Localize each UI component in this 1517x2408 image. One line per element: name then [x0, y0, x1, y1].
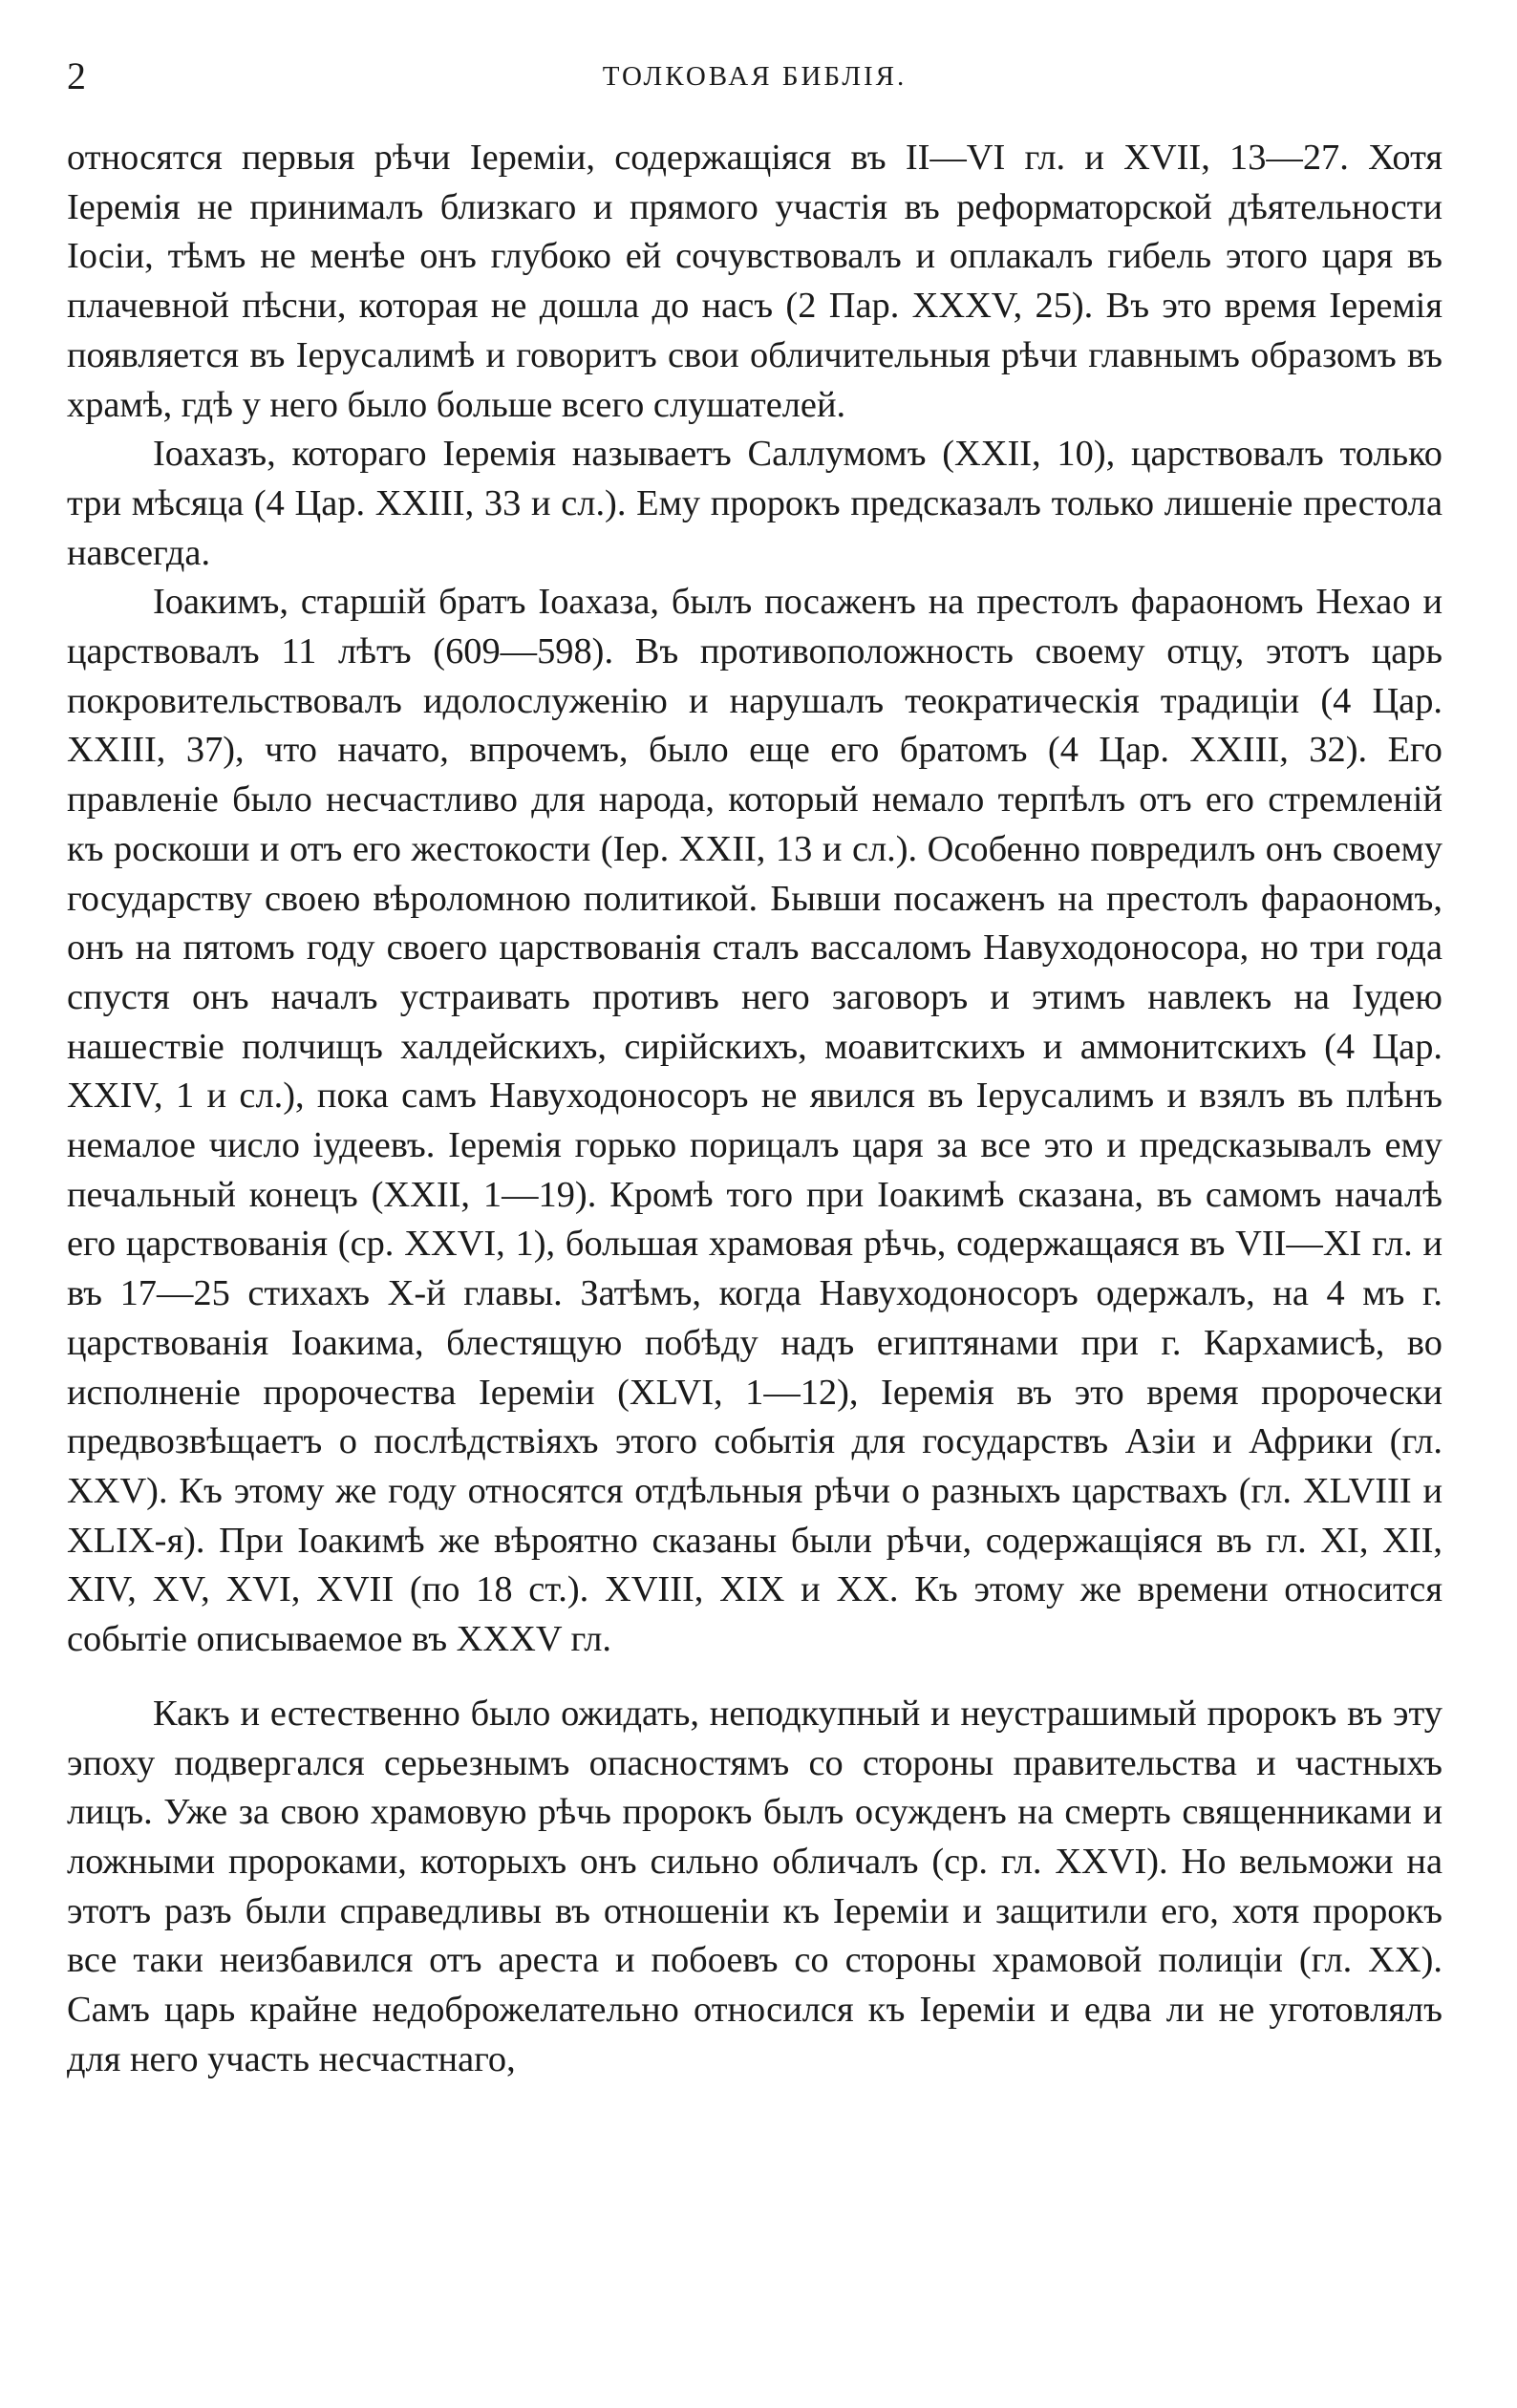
paragraph-prophet-dangers: Какъ и естественно было ожидать, неподкупный и неустрашимый пророкъ въ эту эпоху подвергался серьезнымъ опасностямъ со стороны правительства и частныхъ лицъ. Уже за свою храмовую рѣчь пророкъ былъ осужденъ на смерть священниками и ложными пророками, которыхъ онъ сильно обличалъ (ср. гл. XXVI). Но вельможи на этотъ разъ были справедливы въ отношенiи къ Іеремiи и защитили его, хотя пророкъ все таки неизбавился отъ ареста и побоевъ со стороны храмовой полицiи (гл. XX). Самъ царь крайне недоброжелательно относился къ Іеремiи и едва ли не уготовлялъ для него участь несчастнаго,	[67, 1693, 1442, 2079]
paragraph-continued: относятся первыя рѣчи Іеремiи, содержащiяся въ II—VI гл. и XVII, 13—27. Хотя Іеремiя не принималъ близкаго и прямого участiя въ реформаторской дѣятельности Іосiи, тѣмъ не менѣе онъ глубоко ей сочувствовалъ и оплакалъ гибель этого царя въ плачевной пѣсни, которая не дошла до насъ (2 Пар. XXXV, 25). Въ это время Іеремiя появляется въ Іерусалимѣ и говоритъ свои обличительныя рѣчи главнымъ образомъ въ храмѣ, гдѣ у него было больше всего слушателей.	[67, 138, 1442, 425]
paragraph-ioakim: Іоакимъ, старшiй братъ Іоахаза, былъ посаженъ на престолъ фараономъ Нехао и царствовалъ 11 лѣтъ (609—598). Въ противоположность своему отцу, этотъ царь покровительствовалъ идолослуженiю и нарушалъ теократическiя традицiи (4 Цар. XXIII, 37), что начато, впрочемъ, было еще его братомъ (4 Цар. XXIII, 32). Его правленiе было несчастливо для народа, который немало терпѣлъ отъ его стремленiй къ роскоши и отъ его жестокости (Іер. XXII, 13 и сл.). Особенно повредилъ онъ своему государству своею вѣроломною политикой. Бывши посаженъ на престолъ фараономъ, онъ на пятомъ году своего царствованiя сталъ вассаломъ Навуходоносора, но три года спустя онъ началъ устраивать противъ него заговоръ и этимъ навлекъ на Іудею нашествiе полчищъ халдейскихъ, сирiйскихъ, моавитскихъ и аммонитскихъ (4 Цар. XXIV, 1 и сл.), пока самъ Навуходоносоръ не явился въ Іерусалимъ и взялъ въ плѣнъ немалое число iудеевъ. Іеремiя горько порицалъ царя за все это и предсказывалъ ему печальный конецъ (XXII, 1—19). Кромѣ того при Іоакимѣ сказана, въ самомъ началѣ его царствованiя (ср. XXVI, 1), большая храмовая рѣчь, содержащаяся въ VII—XI гл. и въ 17—25 стихахъ X-й главы. Затѣмъ, когда Навуходоносоръ одержалъ, на 4 мъ г. царствованiя Іоакима, блестящую побѣду надъ египтянами при г. Кархамисѣ, во исполненiе пророчества Іеремiи (XLVI, 1—12), Іеремiя въ это время пророчески предвозвѣщаетъ о послѣдствiяхъ этого событiя для государствъ Азiи и Африки (гл. XXV). Къ этому же году относятся отдѣльныя рѣчи о разныхъ царствахъ (гл. XLVIII и XLIX-я). При Іоакимѣ же вѣроятно сказаны были рѣчи, содержащiяся въ гл. XI, XII, XIV, XV, XVI, XVII (по 18 ст.). XVIII, XIX и XX. Къ этому же времени относится событiе описываемое въ XXXV гл.	[67, 582, 1442, 1660]
body-text	[67, 134, 1442, 2084]
paragraph-ioahaz: Іоахазъ, котораго Іеремiя называетъ Саллумомъ (XXII, 10), царствовалъ только три мѣсяца (4 Цар. XXIII, 33 и сл.). Ему пророкъ предсказалъ только лишенiе престола навсегда.	[67, 434, 1442, 573]
page-header: ТОЛКОВАЯ БИБЛІЯ.	[602, 61, 908, 92]
running-head	[67, 48, 1442, 105]
page-number: 2	[67, 54, 86, 97]
